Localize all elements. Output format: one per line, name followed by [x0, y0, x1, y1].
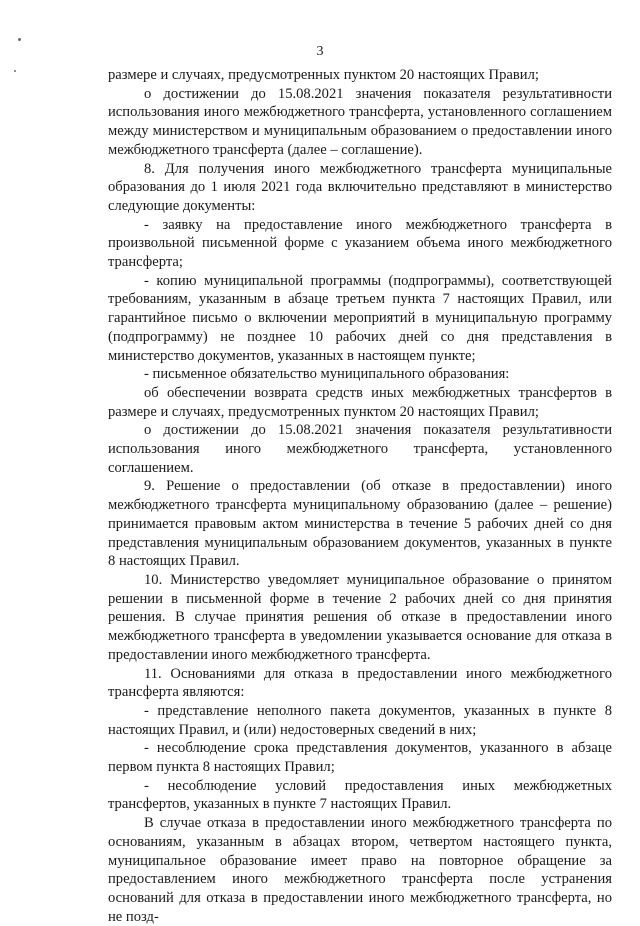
paragraph: 9. Решение о предоставлении (об отказе в предоставлении) иного межбюджетного трансферта муниципальному образованию (далее – решение) принимается правовым актом министерства в течение 5 рабочих дней со дня представления муниципальным образованием документов, указанных в пункте 8 настоящих Правил.	[108, 478, 612, 570]
paragraph: - несоблюдение срока представления документов, указанного в абзаце первом пункта 8 настоящих Правил;	[108, 740, 612, 776]
paragraph: о достижении до 15.08.2021 значения показателя результативности использования иного межбюджетного трансферта, установленного соглашением.	[108, 422, 612, 476]
paragraph: 11. Основаниями для отказа в предоставлении иного межбюджетного трансферта являются:	[108, 665, 612, 701]
paragraph: о достижении до 15.08.2021 значения показателя результативности использования иного межбюджетного трансферта, установленного соглашением между министерством и муниципальным образованием о предоставлении иного межбюджетного трансферта (далее – соглашение).	[108, 85, 612, 158]
paragraph: В случае отказа в предоставлении иного межбюджетного трансферта по основаниям, указанным в абзацах втором, четвертом настоящего пункта, муниципальное образование имеет право на повторное обращение за предоставлением иного межбюджетного трансферта после устранения оснований для отказа в предоставлении иного межбюджетного трансферта, но не позд-	[108, 815, 612, 925]
document-body	[108, 66, 612, 926]
paragraph: - копию муниципальной программы (подпрограммы), соответствующей требованиям, указанным в абзаце третьем пункта 7 настоящих Правил, или гарантийное письмо о включении мероприятий в муниципальную программу (подпрограмму) не позднее 10 рабочих дней со дня представления в министерство документов, указанных в настоящем пункте;	[108, 272, 612, 364]
paragraph: - представление неполного пакета документов, указанных в пункте 8 настоящих Правил, и (или) недостоверных сведений в них;	[108, 702, 612, 738]
scan-artifact-dot	[18, 38, 21, 41]
paragraph: - заявку на предоставление иного межбюджетного трансферта в произвольной письменной форме с указанием объема иного межбюджетного трансферта;	[108, 216, 612, 271]
paragraph: об обеспечении возврата средств иных межбюджетных трансфертов в размере и случаях, предусмотренных пунктом 20 настоящих Правил;	[108, 384, 612, 420]
paragraph: - письменное обязательство муниципального образования:	[144, 366, 510, 383]
paragraph: 10. Министерство уведомляет муниципальное образование о принятом решении в письменной форме в течение 2 рабочих дней со дня принятия решения. В случае принятия решения об отказе в предоставлении иного межбюджетного трансферта в уведомлении указывается основание для отказа в предоставлении иного межбюджетного трансферта.	[108, 571, 612, 663]
paragraph: 8. Для получения иного межбюджетного трансферта муниципальные образования до 1 июля 2021 года включительно представляют в министерство следующие документы:	[108, 160, 612, 214]
paragraph: размере и случаях, предусмотренных пунктом 20 настоящих Правил;	[108, 67, 539, 83]
scan-artifact-dot	[14, 70, 16, 72]
page-number: 3	[316, 44, 324, 59]
paragraph: - несоблюдение условий предоставления иных межбюджетных трансфертов, указанных в пункте 7 настоящих Правил.	[108, 777, 612, 813]
